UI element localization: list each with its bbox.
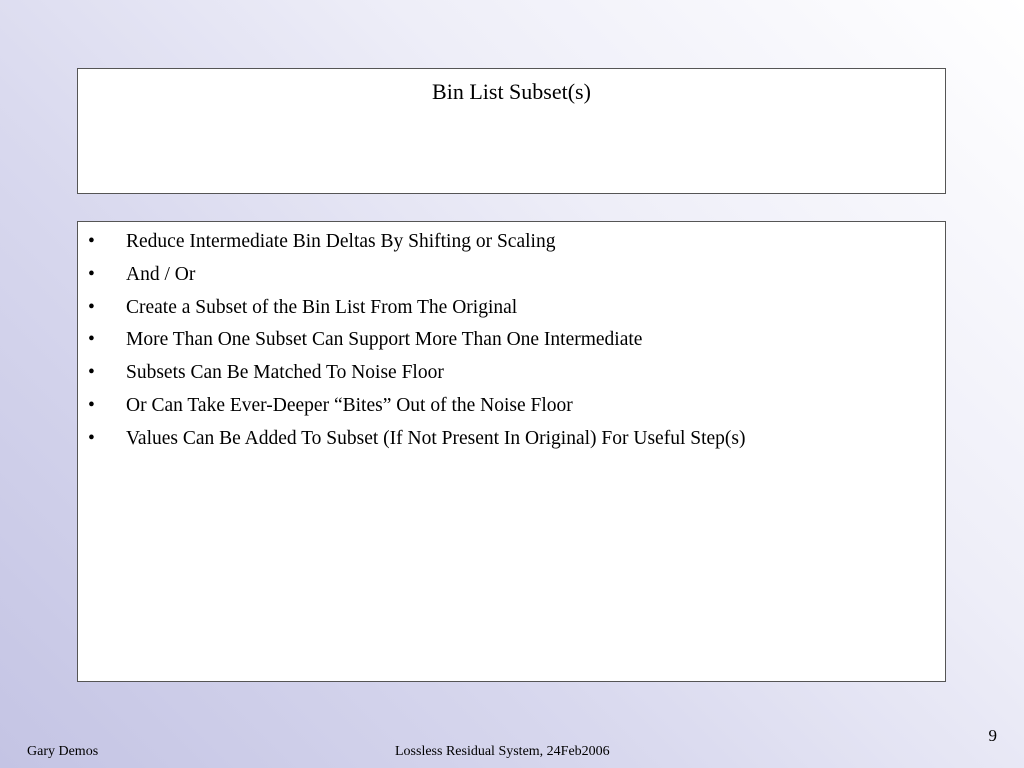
bullet-text: And / Or: [126, 263, 196, 285]
title-box: [77, 68, 946, 194]
slide-title: Bin List Subset(s): [432, 79, 591, 104]
bullet-dot: •: [88, 394, 95, 416]
footer-author: Gary Demos: [27, 744, 99, 759]
bullet-dot: •: [88, 231, 95, 252]
bullet-text: Values Can Be Added To Subset (If Not Present In Original) For Useful Step(s): [126, 427, 746, 449]
bullet-dot: •: [88, 296, 95, 318]
bullet-dot: •: [88, 362, 95, 384]
bullet-text: Subsets Can Be Matched To Noise Floor: [126, 362, 444, 384]
content-box: [77, 221, 946, 682]
page-number: 9: [988, 726, 997, 745]
bullet-text: More Than One Subset Can Support More Than One Intermediate: [126, 329, 643, 351]
bullet-dot: •: [88, 263, 95, 285]
footer-presentation-title: Lossless Residual System, 24Feb2006: [395, 744, 610, 759]
bullet-text: Create a Subset of the Bin List From The Original: [126, 296, 518, 318]
bullet-text: Reduce Intermediate Bin Deltas By Shifting or Scaling: [126, 231, 556, 252]
bullet-text: Or Can Take Ever-Deeper “Bites” Out of the Noise Floor: [126, 394, 573, 416]
bullet-dot: •: [88, 427, 95, 449]
bullet-dot: •: [88, 329, 95, 351]
